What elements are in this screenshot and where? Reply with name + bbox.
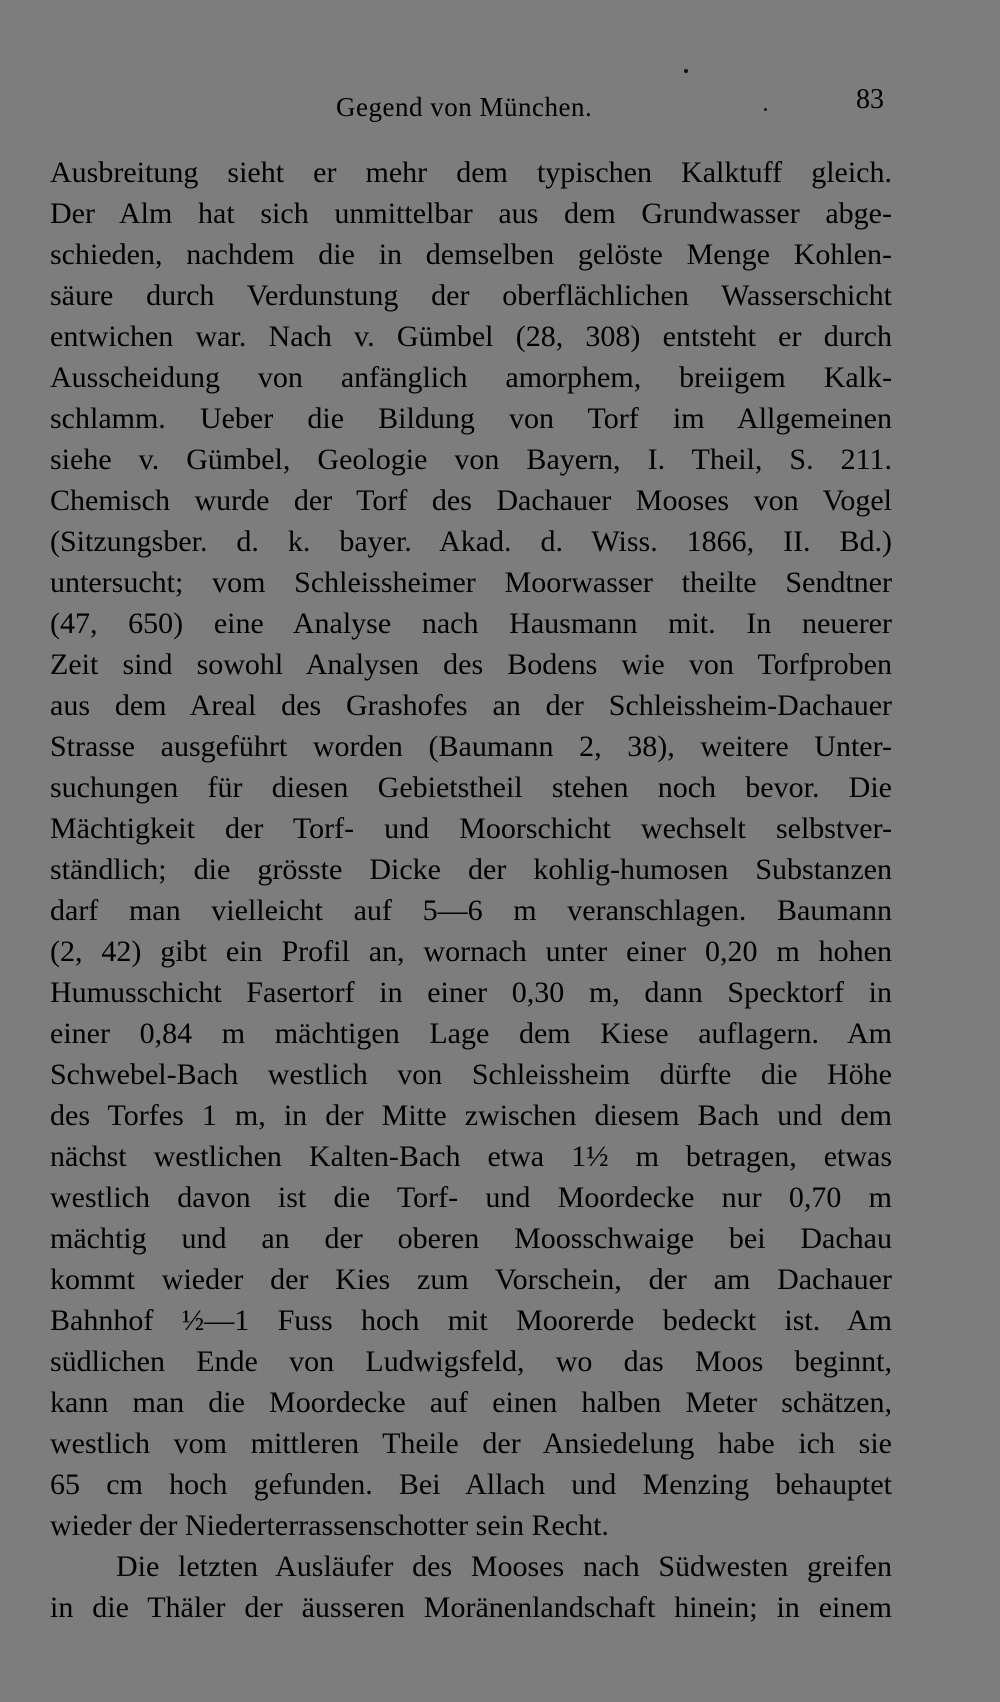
text-line: siehe v. Gümbel, Geologie von Bayern, I. Theil, S. 211.	[50, 443, 892, 476]
text-line: Bahnhof ½—1 Fuss hoch mit Moorerde bedeckt ist. Am	[50, 1304, 892, 1337]
text-line: nächst westlichen Kalten-Bach etwa 1½ m betragen, etwas	[50, 1140, 892, 1173]
text-line: Der Alm hat sich unmittelbar aus dem Grundwasser abge-	[50, 197, 892, 230]
text-line: Humusschicht Fasertorf in einer 0,30 m, dann Specktorf in	[50, 976, 892, 1009]
text-line: ständlich; die grösste Dicke der kohlig-humosen Substanzen	[50, 853, 892, 886]
text-line: Schwebel-Bach westlich von Schleissheim dürfte die Höhe	[50, 1058, 892, 1091]
text-line: entwichen war. Nach v. Gümbel (28, 308) entsteht er durch	[50, 320, 892, 353]
text-line: südlichen Ende von Ludwigsfeld, wo das Moos beginnt,	[50, 1345, 892, 1378]
paragraph-1	[50, 152, 892, 1546]
text-line: Die letzten Ausläufer des Mooses nach Südwesten greifen	[116, 1550, 892, 1583]
running-head: Gegend von München.	[336, 92, 593, 122]
text-line: Zeit sind sowohl Analysen des Bodens wie von Torfproben	[50, 648, 892, 681]
text-line: säure durch Verdunstung der oberflächlichen Wasserschicht	[50, 279, 892, 312]
scan-speck	[764, 108, 767, 111]
text-line: westlich davon ist die Torf- und Moordecke nur 0,70 m	[50, 1181, 892, 1214]
text-line: kann man die Moordecke auf einen halben Meter schätzen,	[50, 1386, 892, 1419]
text-line: des Torfes 1 m, in der Mitte zwischen diesem Bach und dem	[50, 1099, 892, 1132]
text-line: mächtig und an der oberen Moosschwaige bei Dachau	[50, 1222, 892, 1255]
text-line: schlamm. Ueber die Bildung von Torf im Allgemeinen	[50, 402, 892, 435]
page-number: 83	[856, 84, 884, 115]
text-line: einer 0,84 m mächtigen Lage dem Kiese auflagern. Am	[50, 1017, 892, 1050]
text-line: in die Thäler der äusseren Moränenlandschaft hinein; in einem	[50, 1591, 892, 1624]
paragraph-2	[50, 1546, 892, 1628]
text-line: Ausscheidung von anfänglich amorphem, breiigem Kalk-	[50, 361, 892, 394]
text-line: darf man vielleicht auf 5—6 m veranschlagen. Baumann	[50, 894, 892, 927]
text-line: westlich vom mittleren Theile der Ansiedelung habe ich sie	[50, 1427, 892, 1460]
text-line: 65 cm hoch gefunden. Bei Allach und Menzing behauptet	[50, 1468, 892, 1501]
text-line: Ausbreitung sieht er mehr dem typischen Kalktuff gleich.	[50, 156, 892, 189]
text-line: (47, 650) eine Analyse nach Hausmann mit. In neuerer	[50, 607, 892, 640]
text-line: kommt wieder der Kies zum Vorschein, der am Dachauer	[50, 1263, 892, 1296]
body-text	[50, 152, 892, 1628]
text-line: wieder der Niederterrassenschotter sein Recht.	[50, 1509, 609, 1542]
text-line: suchungen für diesen Gebietstheil stehen noch bevor. Die	[50, 771, 892, 804]
text-line: (Sitzungsber. d. k. bayer. Akad. d. Wiss. 1866, II. Bd.)	[50, 525, 892, 558]
text-line: Mächtigkeit der Torf- und Moorschicht wechselt selbstver-	[50, 812, 892, 845]
text-line: schieden, nachdem die in demselben gelöste Menge Kohlen-	[50, 238, 892, 271]
text-line: untersucht; vom Schleissheimer Moorwasser theilte Sendtner	[50, 566, 892, 599]
text-line: (2, 42) gibt ein Profil an, wornach unter einer 0,20 m hohen	[50, 935, 892, 968]
text-line: aus dem Areal des Grashofes an der Schleissheim-Dachauer	[50, 689, 892, 722]
text-line: Strasse ausgeführt worden (Baumann 2, 38), weitere Unter-	[50, 730, 892, 763]
scan-speck	[684, 69, 688, 73]
text-line: Chemisch wurde der Torf des Dachauer Mooses von Vogel	[50, 484, 892, 517]
